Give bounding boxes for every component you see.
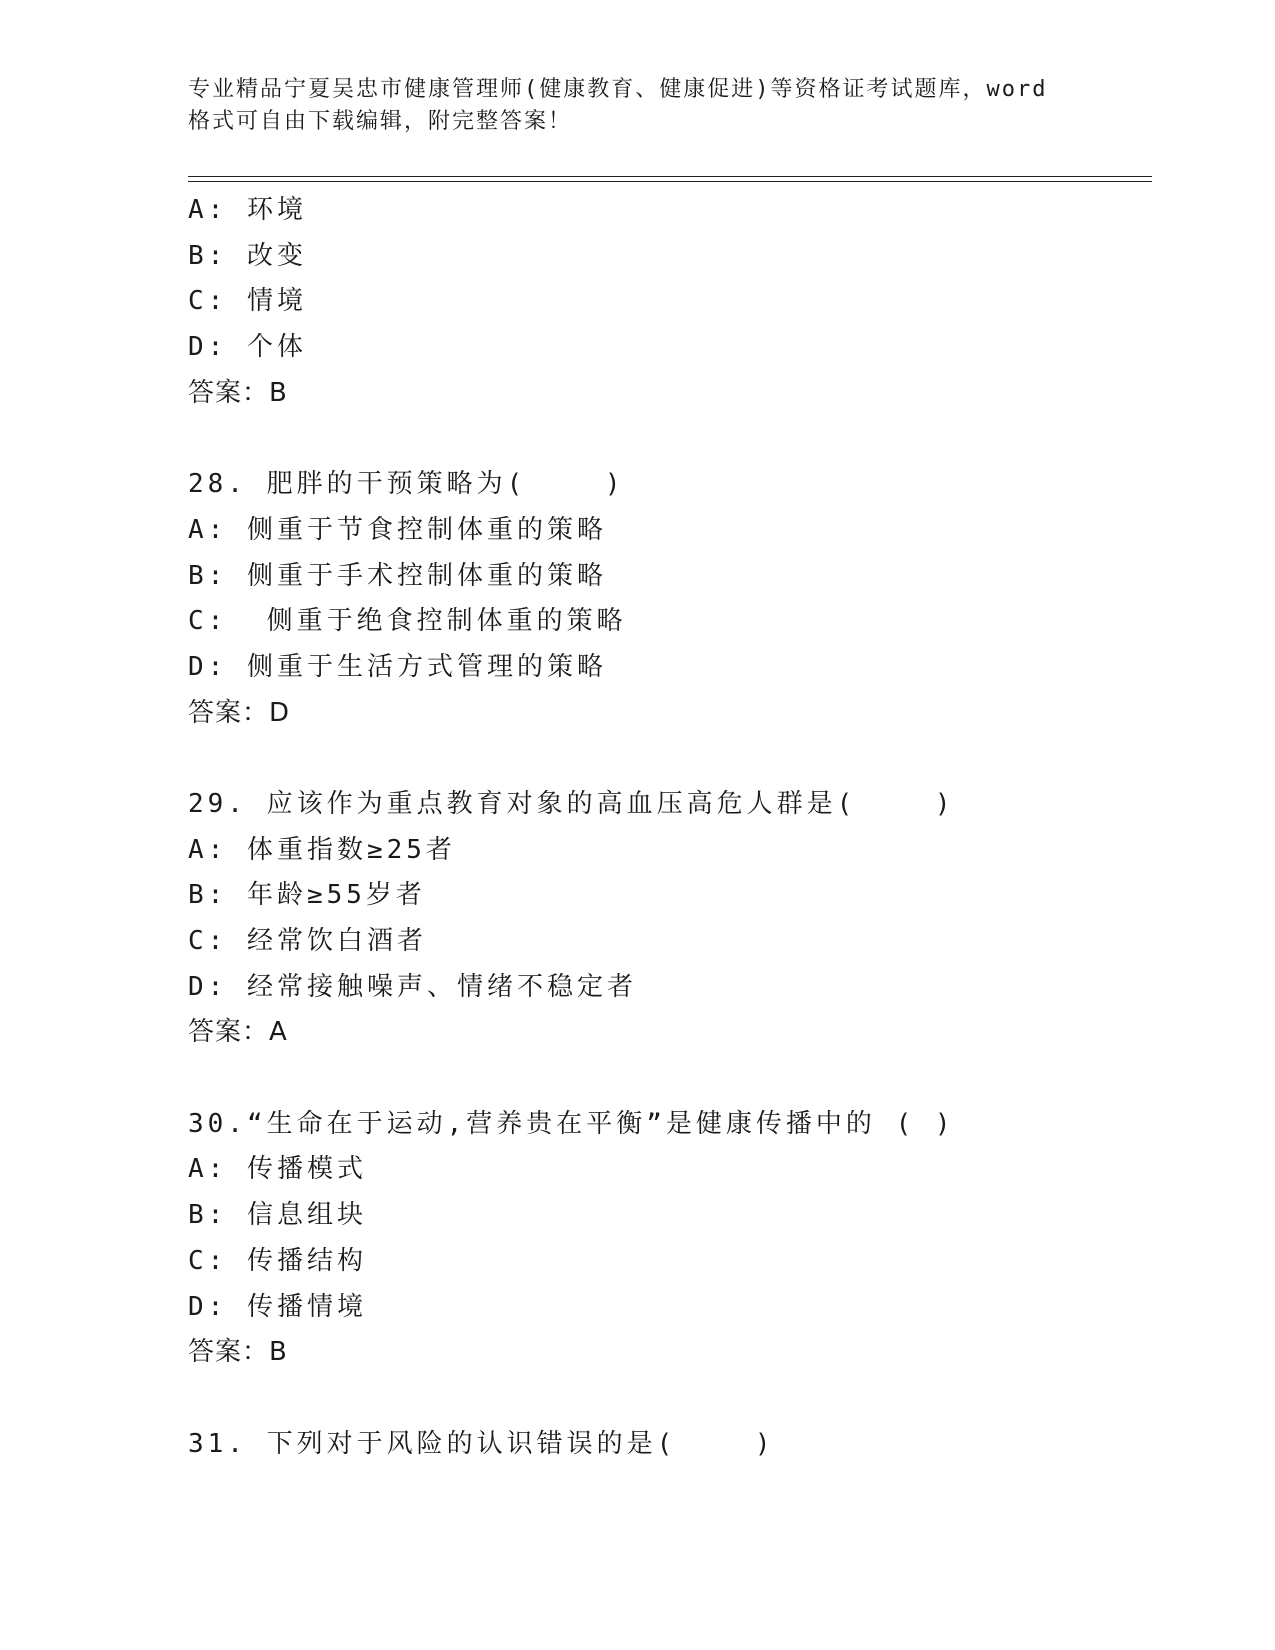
answer: 答案：A bbox=[188, 1017, 288, 1048]
question-text: 29. 应该作为重点教育对象的高血压高危人群是( ) bbox=[188, 788, 955, 819]
option-b: B: 年龄≥55岁者 bbox=[188, 880, 426, 911]
question-text: 28. 肥胖的干预策略为( ) bbox=[188, 469, 625, 500]
question-28-block bbox=[188, 462, 1152, 736]
option-a: A: 体重指数≥25者 bbox=[188, 834, 456, 865]
header-line-2: 格式可自由下载编辑，附完整答案！ bbox=[188, 109, 573, 134]
question-text: 31. 下列对于风险的认识错误的是( ) bbox=[188, 1428, 775, 1459]
option-d: D: 传播情境 bbox=[188, 1291, 367, 1322]
header-rule-top bbox=[188, 176, 1152, 177]
spacer bbox=[188, 1376, 1152, 1422]
header-rule-bottom bbox=[188, 181, 1152, 182]
option-b: B: 侧重于手术控制体重的策略 bbox=[188, 560, 607, 591]
question-30-block bbox=[188, 1102, 1152, 1376]
option-a: A: 侧重于节食控制体重的策略 bbox=[188, 514, 607, 545]
option-d: D: 侧重于生活方式管理的策略 bbox=[188, 651, 607, 682]
option-a: A: 环境 bbox=[188, 195, 307, 225]
spacer bbox=[188, 736, 1152, 782]
option-c: C: 情境 bbox=[188, 286, 307, 317]
option-a: A: 传播模式 bbox=[188, 1154, 367, 1185]
spacer bbox=[188, 416, 1152, 462]
option-b: B: 改变 bbox=[188, 240, 307, 271]
option-d: D: 个体 bbox=[188, 332, 307, 363]
header-line-1: 专业精品宁夏吴忠市健康管理师(健康教育、健康促进)等资格证考试题库，word bbox=[188, 77, 1048, 102]
question-text: 30.“生命在于运动,营养贵在平衡”是健康传播中的 ( ) bbox=[188, 1108, 955, 1139]
answer: 答案：D bbox=[188, 697, 291, 728]
option-c: C: 经常饮白酒者 bbox=[188, 926, 427, 956]
option-b: B: 信息组块 bbox=[188, 1200, 367, 1231]
spacer bbox=[188, 1056, 1152, 1102]
question-list bbox=[188, 188, 1152, 1467]
question-31-block bbox=[188, 1422, 1152, 1468]
answer: 答案：B bbox=[188, 377, 288, 408]
document-header bbox=[188, 74, 1068, 138]
question-27-block bbox=[188, 188, 1152, 416]
option-c: C: 侧重于绝食控制体重的策略 bbox=[188, 606, 627, 637]
option-c: C: 传播结构 bbox=[188, 1245, 367, 1276]
answer: 答案：B bbox=[188, 1337, 288, 1368]
option-d: D: 经常接触噪声、情绪不稳定者 bbox=[188, 971, 637, 1002]
question-29-block bbox=[188, 782, 1152, 1056]
